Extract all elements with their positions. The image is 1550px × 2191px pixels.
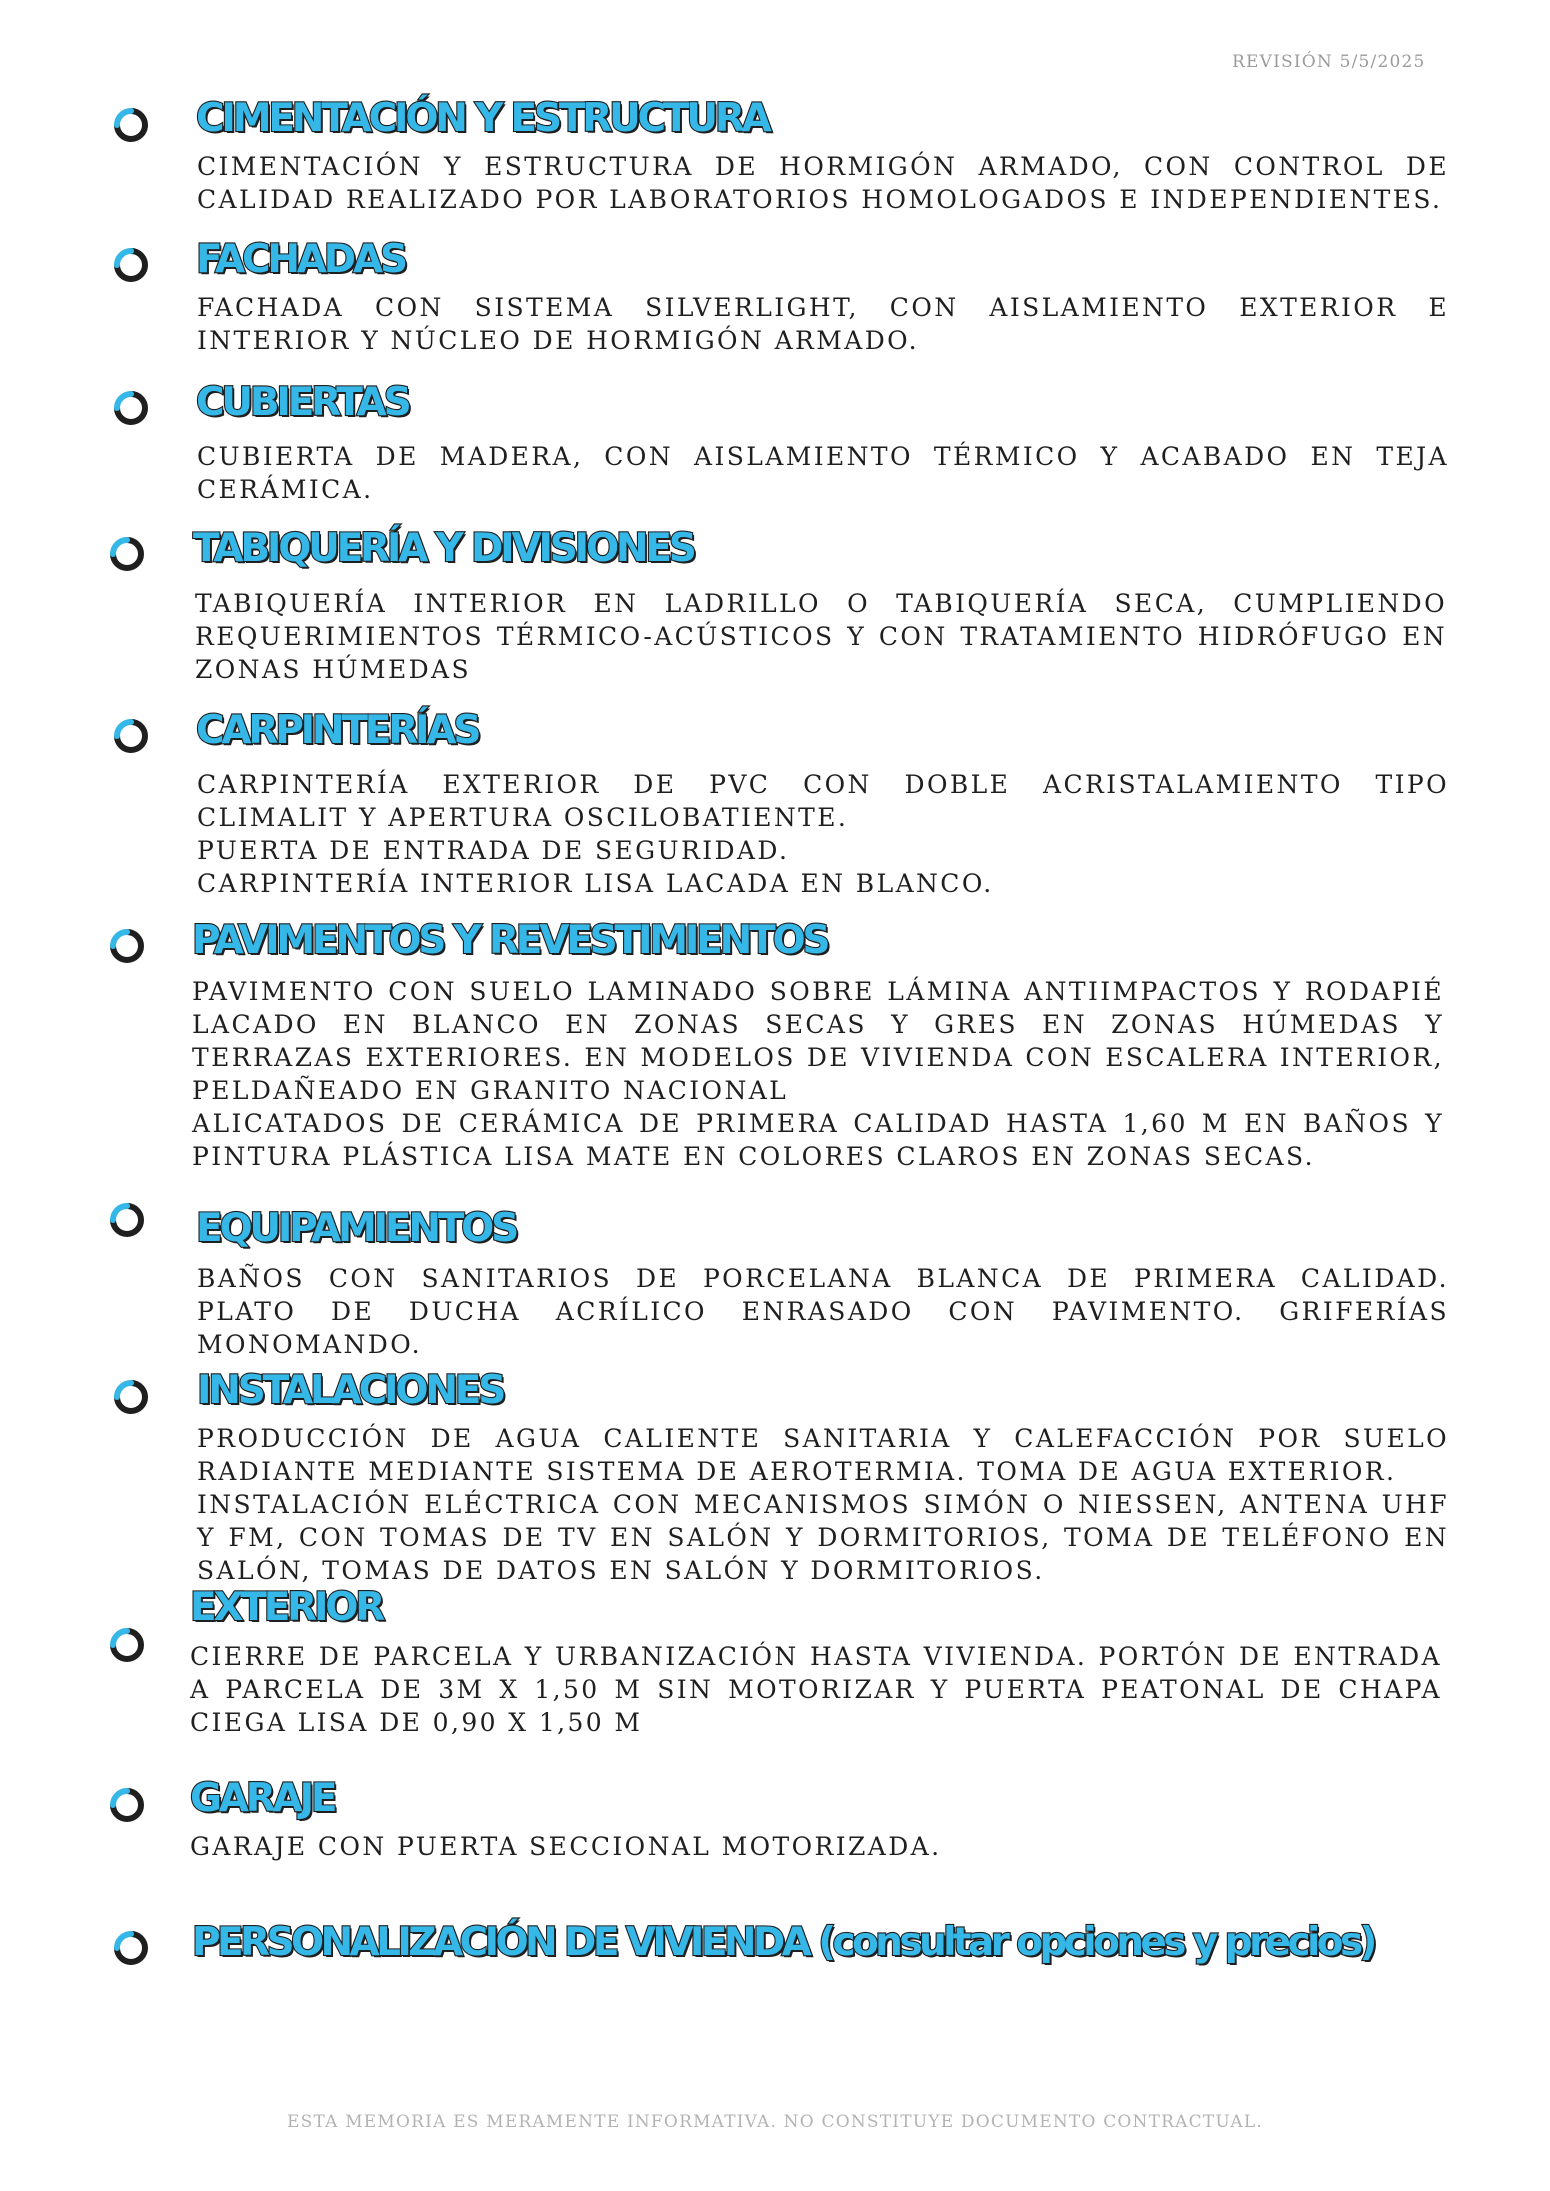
section-body xyxy=(190,1830,1442,1863)
section-paragraph: TABIQUERÍA INTERIOR EN LADRILLO O TABIQUERÍA SECA, CUMPLIENDO REQUERIMIENTOS TÉRMICO-ACÚSTICOS Y CON TRATAMIENTO HIDRÓFUGO EN ZONAS HÚMEDAS xyxy=(195,589,1447,684)
ring-bullet-icon xyxy=(110,1628,144,1662)
ring-bullet-icon xyxy=(114,1380,148,1414)
section-body xyxy=(190,1640,1442,1739)
ring-bullet-icon xyxy=(110,929,144,963)
section-body xyxy=(195,587,1447,686)
section-paragraph: ALICATADOS DE CERÁMICA DE PRIMERA CALIDAD HASTA 1,60 M EN BAÑOS Y PINTURA PLÁSTICA LISA MATE EN COLORES CLAROS EN ZONAS SECAS. xyxy=(192,1109,1444,1171)
ring-bullet-icon xyxy=(114,248,148,282)
section-title: PERSONALIZACIÓN DE VIVIENDA (consultar opciones y precios) xyxy=(192,1920,1374,1965)
section-paragraph: CIMENTACIÓN Y ESTRUCTURA DE HORMIGÓN ARMADO, CON CONTROL DE CALIDAD REALIZADO POR LABORATORIOS HOMOLOGADOS E INDEPENDIENTES. xyxy=(197,152,1449,214)
ring-bullet-icon xyxy=(114,719,148,753)
ring-bullet-icon xyxy=(114,1931,148,1965)
section-title: CIMENTACIÓN Y ESTRUCTURA xyxy=(196,96,769,141)
ring-bullet-icon xyxy=(114,391,148,425)
section-body xyxy=(197,150,1449,216)
section-title: FACHADAS xyxy=(196,237,405,282)
ring-bullet-icon xyxy=(110,1203,144,1237)
section-title: EQUIPAMIENTOS xyxy=(196,1206,517,1251)
section-title: TABIQUERÍA Y DIVISIONES xyxy=(193,526,694,571)
section-title: GARAJE xyxy=(190,1776,335,1821)
section-title: CUBIERTAS xyxy=(196,380,409,425)
section-body xyxy=(197,1262,1449,1361)
section-paragraph: PRODUCCIÓN DE AGUA CALIENTE SANITARIA Y CALEFACCIÓN POR SUELO RADIANTE MEDIANTE SISTEMA DE AEROTERMIA. TOMA DE AGUA EXTERIOR. xyxy=(197,1424,1449,1486)
section-title: CARPINTERÍAS xyxy=(196,708,479,753)
revision-date: REVISIÓN 5/5/2025 xyxy=(1232,52,1426,72)
section-paragraph: FACHADA CON SISTEMA SILVERLIGHT, CON AISLAMIENTO EXTERIOR E INTERIOR Y NÚCLEO DE HORMIGÓN ARMADO. xyxy=(197,293,1449,355)
section-body xyxy=(197,291,1449,357)
ring-bullet-icon xyxy=(114,108,148,142)
section-body xyxy=(197,1422,1449,1587)
section-paragraph: PAVIMENTO CON SUELO LAMINADO SOBRE LÁMINA ANTIIMPACTOS Y RODAPIÉ LACADO EN BLANCO EN ZONAS SECAS Y GRES EN ZONAS HÚMEDAS Y TERRAZAS EXTERIORES. EN MODELOS DE VIVIENDA CON ESCALERA INTERIOR, PELDAÑEADO EN GRANITO NACIONAL xyxy=(192,977,1444,1105)
section-paragraph: CIERRE DE PARCELA Y URBANIZACIÓN HASTA VIVIENDA. PORTÓN DE ENTRADA A PARCELA DE 3M X 1,50 M SIN MOTORIZAR Y PUERTA PEATONAL DE CHAPA CIEGA LISA DE 0,90 X 1,50 M xyxy=(190,1642,1442,1737)
section-title: INSTALACIONES xyxy=(197,1368,504,1413)
section-title: EXTERIOR xyxy=(190,1585,383,1630)
ring-bullet-icon xyxy=(110,537,144,571)
section-paragraph: CARPINTERÍA INTERIOR LISA LACADA EN BLANCO. xyxy=(197,869,994,898)
section-paragraph: BAÑOS CON SANITARIOS DE PORCELANA BLANCA DE PRIMERA CALIDAD. PLATO DE DUCHA ACRÍLICO ENRASADO CON PAVIMENTO. GRIFERÍAS MONOMANDO. xyxy=(197,1264,1449,1359)
section-paragraph: CUBIERTA DE MADERA, CON AISLAMIENTO TÉRMICO Y ACABADO EN TEJA CERÁMICA. xyxy=(197,442,1449,504)
section-body xyxy=(197,768,1449,900)
disclaimer-footer: ESTA MEMORIA ES MERAMENTE INFORMATIVA. NO CONSTITUYE DOCUMENTO CONTRACTUAL. xyxy=(287,2112,1263,2132)
section-body xyxy=(192,975,1444,1173)
section-body xyxy=(197,440,1449,506)
section-paragraph: PUERTA DE ENTRADA DE SEGURIDAD. xyxy=(197,836,790,865)
section-paragraph: INSTALACIÓN ELÉCTRICA CON MECANISMOS SIMÓN O NIESSEN, ANTENA UHF Y FM, CON TOMAS DE TV EN SALÓN Y DORMITORIOS, TOMA DE TELÉFONO EN SALÓN, TOMAS DE DATOS EN SALÓN Y DORMITORIOS. xyxy=(197,1490,1449,1585)
ring-bullet-icon xyxy=(110,1788,144,1822)
section-paragraph: GARAJE CON PUERTA SECCIONAL MOTORIZADA. xyxy=(190,1832,942,1861)
section-paragraph: CARPINTERÍA EXTERIOR DE PVC CON DOBLE ACRISTALAMIENTO TIPO CLIMALIT Y APERTURA OSCILOBATIENTE. xyxy=(197,770,1449,832)
section-title: PAVIMENTOS Y REVESTIMIENTOS xyxy=(192,918,828,963)
